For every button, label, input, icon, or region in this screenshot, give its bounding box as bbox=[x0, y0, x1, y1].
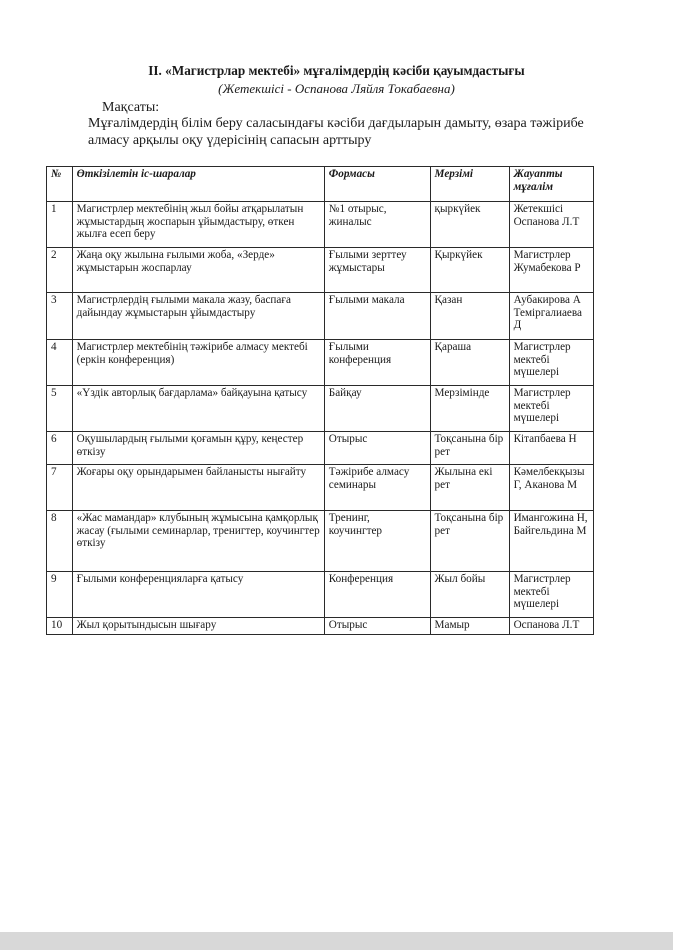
cell-activity: Ғылыми конференцияларға қатысу bbox=[72, 572, 324, 618]
cell-responsible: Магистрлер Жумабекова Р bbox=[509, 248, 593, 293]
goal-label: Мақсаты: bbox=[102, 100, 160, 115]
table-row bbox=[47, 386, 594, 432]
scan-bottom-edge bbox=[0, 932, 673, 950]
cell-deadline: Жылына екі рет bbox=[430, 465, 509, 511]
goal-text: Мұғалімдердің білім беру саласындағы кәсіби дағдыларын дамыту, өзара тәжірибе алмасу арқылы оқу үдерісінің сапасын арттыру bbox=[88, 116, 584, 148]
table-row bbox=[47, 572, 594, 618]
cell-form: Отырыс bbox=[324, 618, 430, 635]
cell-activity: Жоғары оқу орындарымен байланысты нығайту bbox=[72, 465, 324, 511]
cell-activity: Магистрлер мектебінің жыл бойы атқарылатын жұмыстардың жоспарын ұйымдастыру, өткен жылға есеп беру bbox=[72, 202, 324, 248]
cell-activity: «Жас мамандар» клубының жұмысына қамқорлық жасау (ғылыми семинарлар, тренигтер, коучингтер өткізу bbox=[72, 511, 324, 572]
cell-responsible: Аубакирова А Теміргалиаева Д bbox=[509, 293, 593, 340]
cell-form: Тренинг, коучингтер bbox=[324, 511, 430, 572]
cell-responsible: Кітапбаева Н bbox=[509, 432, 593, 465]
cell-number: 1 bbox=[47, 202, 73, 248]
cell-form: Байқау bbox=[324, 386, 430, 432]
cell-activity: «Үздік авторлық бағдарлама» байқауына қатысу bbox=[72, 386, 324, 432]
cell-activity: Оқушылардың ғылыми қоғамын құру, кеңестер өткізу bbox=[72, 432, 324, 465]
cell-form: Конференция bbox=[324, 572, 430, 618]
cell-number: 9 bbox=[47, 572, 73, 618]
cell-number: 5 bbox=[47, 386, 73, 432]
table-row bbox=[47, 432, 594, 465]
cell-form: №1 отырыс, жиналыс bbox=[324, 202, 430, 248]
cell-deadline: Қазан bbox=[430, 293, 509, 340]
cell-number: 8 bbox=[47, 511, 73, 572]
cell-deadline: Қараша bbox=[430, 340, 509, 386]
cell-responsible: Магистрлер мектебі мүшелері bbox=[509, 386, 593, 432]
header-form: Формасы bbox=[324, 167, 430, 202]
plan-table bbox=[46, 166, 594, 635]
cell-deadline: Тоқсанына бір рет bbox=[430, 432, 509, 465]
cell-activity: Магистрлер мектебінің тәжірибе алмасу мектебі (еркін конференция) bbox=[72, 340, 324, 386]
cell-activity: Магистрлердің ғылыми макала жазу, баспаға дайындау жұмыстарын ұйымдастыру bbox=[72, 293, 324, 340]
cell-deadline: Жыл бойы bbox=[430, 572, 509, 618]
cell-responsible: Жетекшісі Оспанова Л.Т bbox=[509, 202, 593, 248]
cell-responsible: Магистрлер мектебі мүшелері bbox=[509, 572, 593, 618]
cell-responsible: Магистрлер мектебі мүшелері bbox=[509, 340, 593, 386]
document-title: II. «Магистрлар мектебі» мұғалімдердің кәсіби қауымдастығы bbox=[148, 63, 525, 78]
cell-number: 4 bbox=[47, 340, 73, 386]
cell-number: 6 bbox=[47, 432, 73, 465]
cell-responsible: Имангожина Н, Байгельдина М bbox=[509, 511, 593, 572]
table-row bbox=[47, 202, 594, 248]
table-header-row bbox=[47, 167, 594, 202]
table-row bbox=[47, 618, 594, 635]
cell-number: 7 bbox=[47, 465, 73, 511]
cell-form: Ғылыми макала bbox=[324, 293, 430, 340]
table-row bbox=[47, 340, 594, 386]
table-row bbox=[47, 465, 594, 511]
cell-form: Отырыс bbox=[324, 432, 430, 465]
cell-form: Ғылыми конференция bbox=[324, 340, 430, 386]
cell-responsible: Кәмелбекқызы Г, Аканова М bbox=[509, 465, 593, 511]
header-responsible: Жауапты мұғалім bbox=[509, 167, 593, 202]
cell-form: Ғылыми зерттеу жұмыстары bbox=[324, 248, 430, 293]
cell-activity: Жыл қорытындысын шығару bbox=[72, 618, 324, 635]
cell-number: 2 bbox=[47, 248, 73, 293]
cell-deadline: Тоқсанына бір рет bbox=[430, 511, 509, 572]
cell-number: 3 bbox=[47, 293, 73, 340]
table-row bbox=[47, 293, 594, 340]
cell-deadline: Мерзімінде bbox=[430, 386, 509, 432]
cell-activity: Жаңа оқу жылына ғылыми жоба, «Зерде» жұмыстарын жоспарлау bbox=[72, 248, 324, 293]
header-deadline: Мерзімі bbox=[430, 167, 509, 202]
table-row bbox=[47, 511, 594, 572]
cell-deadline: қыркүйек bbox=[430, 202, 509, 248]
cell-deadline: Мамыр bbox=[430, 618, 509, 635]
header-activities: Өткізілетін іс-шаралар bbox=[72, 167, 324, 202]
cell-form: Тәжірибе алмасу семинары bbox=[324, 465, 430, 511]
table-row bbox=[47, 248, 594, 293]
cell-deadline: Қыркүйек bbox=[430, 248, 509, 293]
header-number: № bbox=[47, 167, 73, 202]
cell-number: 10 bbox=[47, 618, 73, 635]
leader-subtitle: (Жетекшісі - Оспанова Ляйля Токабаевна) bbox=[218, 81, 455, 96]
cell-responsible: Оспанова Л.Т bbox=[509, 618, 593, 635]
